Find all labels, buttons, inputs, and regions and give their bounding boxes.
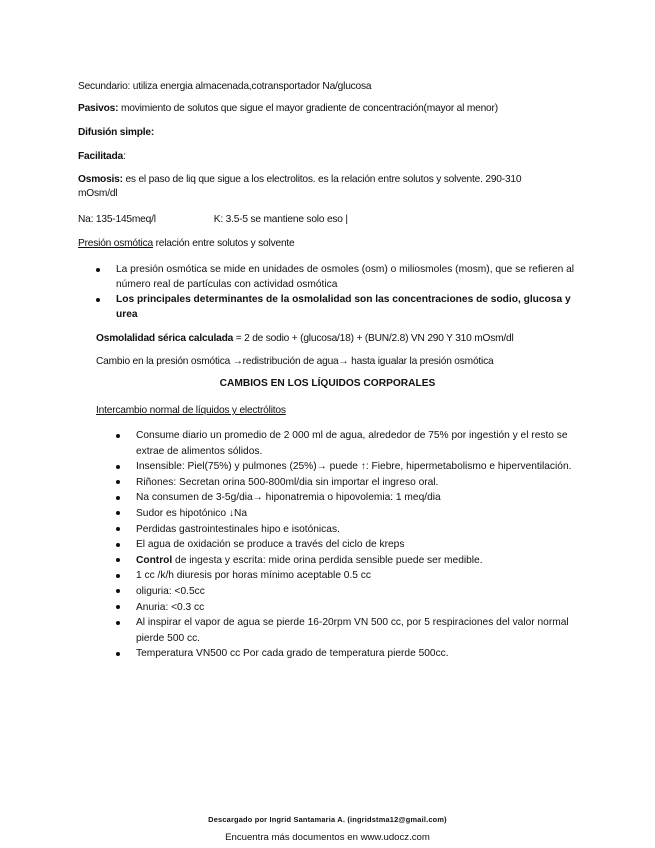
list-item xyxy=(116,584,588,600)
pasivos-label: Pasivos: xyxy=(78,103,119,114)
bullet-icon xyxy=(96,268,100,272)
list-item-text: Perdidas gastrointestinales hipo e isotónicas. xyxy=(136,523,340,535)
list-item-text: Na consumen de 3-5g/dia→ hiponatremia o hipovolemia: 1 meq/dia xyxy=(136,492,441,504)
bullet-icon xyxy=(116,621,120,625)
list-item xyxy=(116,537,588,553)
k-value: K: 3.5-5 se mantiene solo eso | xyxy=(213,214,348,225)
bullet-icon xyxy=(116,465,120,469)
osmosis-paragraph xyxy=(78,173,548,201)
bullet-icon xyxy=(116,480,120,484)
difusion-text: Difusión simple: xyxy=(78,127,155,138)
list-item-text: El agua de oxidación se produce a través del ciclo de kreps xyxy=(136,539,405,551)
list-item xyxy=(116,428,588,459)
list-item-text: 1 cc /k/h diuresis por horas mínimo aceptable 0.5 cc xyxy=(136,570,371,582)
list-item xyxy=(116,568,588,584)
osmolalidad-line xyxy=(96,332,514,346)
bullet-icon xyxy=(116,511,120,515)
list-item-text: Sudor es hipotónico ↓Na xyxy=(136,507,247,519)
presion-text: relación entre solutos y solvente xyxy=(152,238,295,249)
bullet-icon xyxy=(116,543,120,547)
difusion-simple-heading xyxy=(78,126,154,140)
list-item xyxy=(116,490,588,506)
pasivos-line xyxy=(78,102,498,116)
pasivos-text: movimiento de solutos que sigue el mayor gradiente de concentración(mayor al menor) xyxy=(118,103,498,114)
bullet-icon xyxy=(116,589,120,593)
download-credit: Descargado por Ingrid Santamaria A. (ingridstma12@gmail.com) xyxy=(208,815,447,824)
cambio-line xyxy=(96,355,493,369)
osmolalidad-text: = 2 de sodio + (glucosa/18) + (BUN/2.8) VN 290 Y 310 mOsm/dl xyxy=(233,333,514,344)
na-value: Na: 135-145meq/l xyxy=(78,214,156,225)
list-item-text: oliguria: <0.5cc xyxy=(136,585,205,597)
list-item xyxy=(116,646,588,662)
list-item-text: Al inspirar el vapor de agua se pierde 16-20rpm VN 500 cc, por 5 respiraciones del valor normal pierde 500 cc. xyxy=(136,617,569,644)
bullet-icon xyxy=(116,496,120,500)
list-item xyxy=(96,292,576,322)
intercambio-text: Intercambio normal de líquidos y electrólitos xyxy=(96,405,286,416)
bullet-icon xyxy=(96,298,100,302)
bullet-icon xyxy=(116,558,120,562)
list-item-text: Temperatura VN500 cc Por cada grado de temperatura pierde 500cc. xyxy=(136,648,449,660)
presion-line xyxy=(78,237,295,251)
cambio-text: Cambio en la presión osmótica →redistribución de agua→ hasta igualar la presión osmótica xyxy=(96,356,494,367)
list-item xyxy=(116,459,588,475)
list-item xyxy=(116,600,588,616)
intercambio-heading xyxy=(96,404,286,418)
list-item-text: La presión osmótica se mide en unidades de osmoles (osm) o miliosmoles (mosm), que se refieren al número real de partículas con actividad osmótica xyxy=(116,264,575,290)
list-item xyxy=(116,615,588,646)
facilitada-label: Facilitada xyxy=(78,151,123,162)
list-item xyxy=(116,475,588,491)
bullet-icon xyxy=(116,434,120,438)
bullet-icon xyxy=(116,527,120,531)
list-item-text: Los principales determinantes de la osmolalidad son las concentraciones de sodio, glucosa y urea xyxy=(116,294,571,320)
bullet-icon xyxy=(116,605,120,609)
list-item-text: de ingesta y escrita: mide orina perdida sensible puede ser medible. xyxy=(172,554,483,566)
list-item xyxy=(96,262,576,292)
osmotic-pressure-list xyxy=(96,262,576,322)
bullet-icon xyxy=(116,652,120,656)
facilitada-line xyxy=(78,150,126,164)
list-item-text: Riñones: Secretan orina 500-800ml/dia sin importar el ingreso oral. xyxy=(136,476,439,488)
list-item xyxy=(116,553,588,569)
osmosis-text: es el paso de liq que sigue a los electrolitos. es la relación entre solutos y solvente. 290-310 mOsm/dl xyxy=(78,174,522,199)
bullet-icon xyxy=(116,574,120,578)
electrolyte-values-line xyxy=(78,213,348,227)
list-item-label: Control xyxy=(136,554,173,566)
fluid-exchange-list xyxy=(116,428,588,662)
list-item-text: Insensible: Piel(75%) y pulmones (25%)→ puede ↑: Fiebre, hipermetabolismo e hiperventilación. xyxy=(136,461,572,473)
list-item-text: Anuria: <0.3 cc xyxy=(136,601,205,613)
more-documents-link[interactable]: Encuentra más documentos en www.udocz.com xyxy=(225,832,430,843)
presion-label: Presión osmótica xyxy=(78,238,153,249)
facilitada-colon: : xyxy=(123,151,126,162)
secundario-line xyxy=(78,80,371,94)
secundario-text: Secundario: utiliza energia almacenada,cotransportador Na/glucosa xyxy=(78,81,372,92)
section-heading: CAMBIOS EN LOS LÍQUIDOS CORPORALES xyxy=(219,378,436,389)
osmolalidad-label: Osmolalidad sérica calculada xyxy=(96,333,234,344)
list-item-text: Consume diario un promedio de 2 000 ml de agua, alrededor de 75% por ingestión y el resto se extrae de alimentos sólidos. xyxy=(136,430,568,457)
osmosis-label: Osmosis: xyxy=(78,174,123,185)
list-item xyxy=(116,522,588,538)
list-item xyxy=(116,506,588,522)
